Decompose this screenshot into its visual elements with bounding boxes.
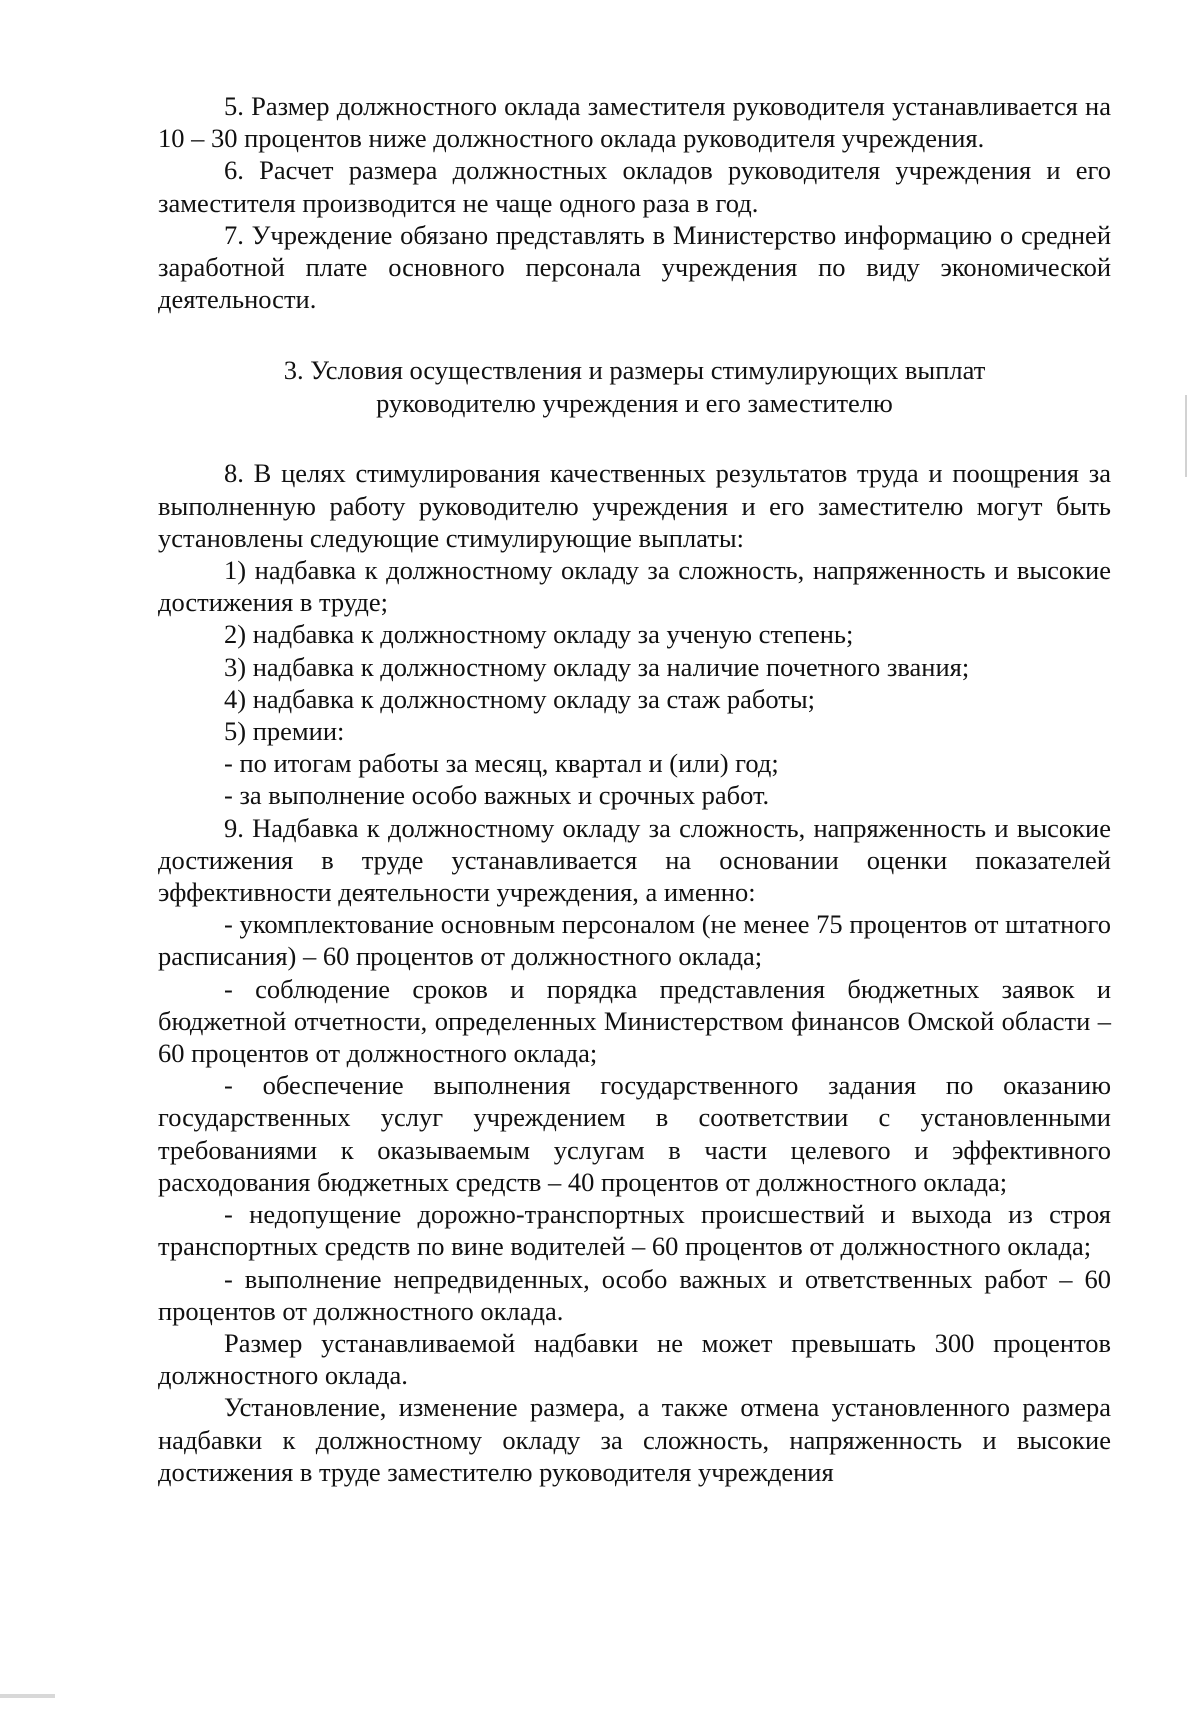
criterion-budget-reporting: - соблюдение сроков и порядка представления бюджетных заявок и бюджетной отчетности, определенных Министерством финансов Омской области – 60 процентов от должностного оклада;	[158, 973, 1111, 1069]
criterion-road-safety: - недопущение дорожно-транспортных происшествий и выхода из строя транспортных средств по вине водителей – 60 процентов от должностного оклада;	[158, 1199, 1111, 1262]
paragraph-7: 7. Учреждение обязано представлять в Министерство информацию о средней заработной плате основного персонала учреждения по виду экономической деятельности.	[158, 219, 1111, 315]
list-item-5: 5) премии:	[224, 716, 345, 747]
criterion-staffing: - укомплектование основным персоналом (не менее 75 процентов от штатного расписания) – 60 процентов от должностного оклада;	[158, 909, 1111, 972]
section-heading	[158, 354, 1111, 419]
allowance-limit-paragraph: Размер устанавливаемой надбавки не может превышать 300 процентов должностного оклада.	[158, 1327, 1111, 1391]
paragraph-6: 6. Расчет размера должностных окладов руководителя учреждения и его заместителя производится не чаще одного раза в год.	[158, 155, 1111, 218]
list-item-2: 2) надбавка к должностному окладу за ученую степень;	[224, 619, 854, 650]
list-item-3: 3) надбавка к должностному окладу за наличие почетного звания;	[224, 651, 970, 682]
document-body	[158, 90, 1111, 1488]
criterion-unforeseen-work: - выполнение непредвиденных, особо важных и ответственных работ – 60 процентов от должностного оклада.	[158, 1263, 1111, 1326]
criterion-state-assignment: - обеспечение выполнения государственного задания по оказанию государственных услуг учреждением в соответствии с установленными требованиями к оказываемым услугам в части целевого и эффективного расходования бюджетных средств – 40 процентов от должностного оклада;	[158, 1070, 1111, 1197]
bonus-item-urgent-work: - за выполнение особо важных и срочных работ.	[224, 780, 770, 811]
section-heading-line-2: руководителю учреждения и его заместителю	[376, 387, 893, 418]
list-item-1: 1) надбавка к должностному окладу за сложность, напряженность и высокие достижения в труде;	[158, 555, 1111, 618]
bonus-item-period: - по итогам работы за месяц, квартал и (или) год;	[224, 748, 779, 779]
scan-bottom-mark	[0, 1694, 55, 1698]
paragraph-8: 8. В целях стимулирования качественных результатов труда и поощрения за выполненную работу руководителю учреждения и его заместителю могут быть установлены следующие стимулирующие выплаты:	[158, 458, 1111, 553]
allowance-change-paragraph: Установление, изменение размера, а также отмена установленного размера надбавки к должностному окладу за сложность, напряженность и высокие достижения в труде заместителю руководителя учреждения	[158, 1392, 1111, 1487]
list-item-4: 4) надбавка к должностному окладу за стаж работы;	[224, 683, 815, 714]
section-heading-line-1: 3. Условия осуществления и размеры стимулирующих выплат	[283, 355, 986, 386]
paragraph-5: 5. Размер должностного оклада заместителя руководителя устанавливается на 10 – 30 процентов ниже должностного оклада руководителя учреждения.	[158, 91, 1111, 154]
paragraph-9: 9. Надбавка к должностному окладу за сложность, напряженность и высокие достижения в труде устанавливается на основании оценки показателей эффективности деятельности учреждения, а именно:	[158, 812, 1111, 908]
scan-edge-mark	[1185, 395, 1187, 477]
